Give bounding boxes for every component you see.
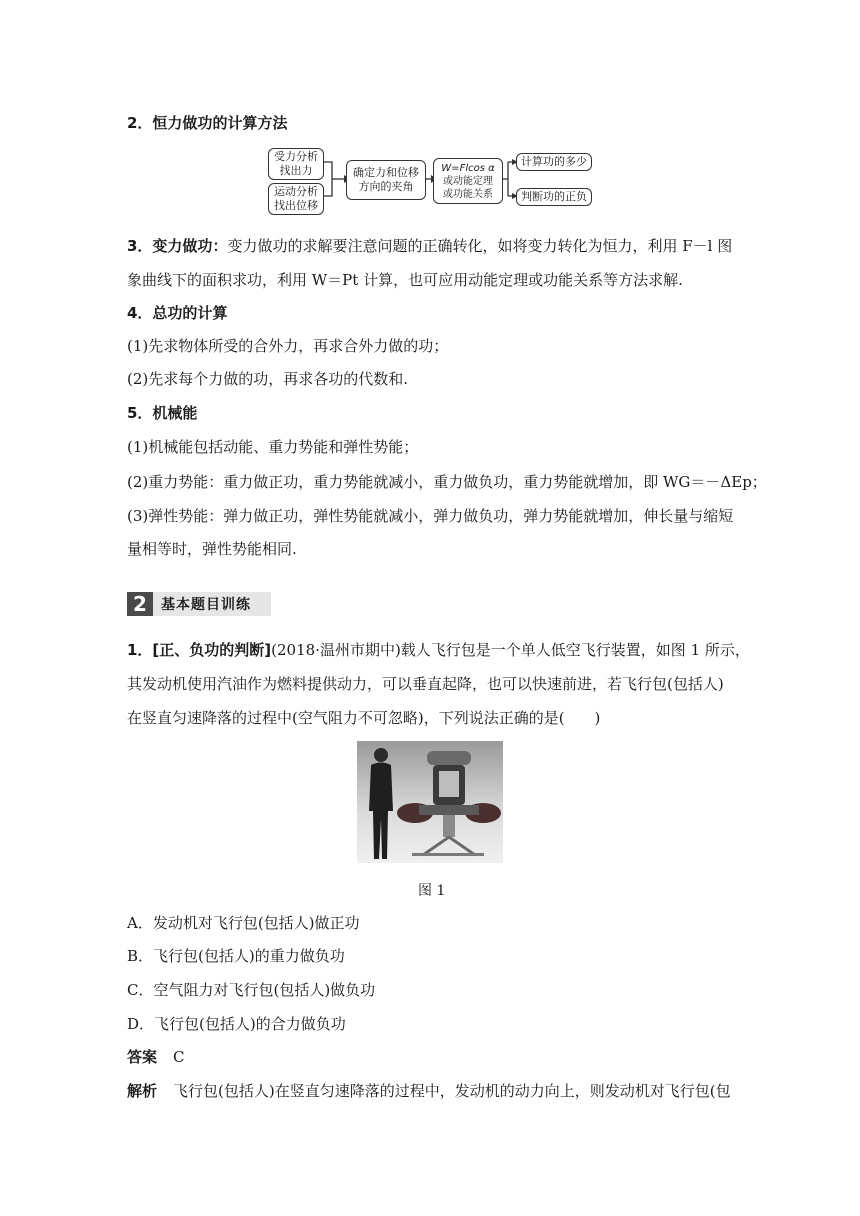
flow-box-formula: W=Flcos α 或动能定理 或功能关系 — [433, 158, 503, 204]
section-5-item-3b: 量相等时，弹性势能相同. — [127, 540, 297, 558]
question-line-2: 其发动机使用汽油作为燃料提供动力，可以垂直起降，也可以快速前进，若飞行包(包括人) — [127, 675, 724, 693]
option-b: B．飞行包(包括人)的重力做负功 — [127, 947, 345, 965]
section-3-line-1: 3．变力做功：变力做功的求解要注意问题的正确转化，如将变力转化为恒力，利用 F－l 图 — [127, 237, 733, 255]
option-a: A．发动机对飞行包(包括人)做正功 — [127, 914, 360, 932]
option-d: D．飞行包(包括人)的合力做负功 — [127, 1015, 346, 1033]
flow-box-amount: 计算功的多少 — [516, 153, 592, 171]
section-5-item-2: (2)重力势能：重力做正功，重力势能就减小，重力做负功，重力势能就增加，即 WG＝－ΔEp； — [127, 473, 767, 491]
answer-label: 答案 — [127, 1048, 158, 1066]
section-4-heading: 4．总功的计算 — [127, 304, 228, 322]
section-4-item-2: (2)先求每个力做的功，再求各功的代数和. — [127, 370, 409, 388]
analysis-text: 飞行包(包括人)在竖直匀速降落的过程中，发动机的动力向上，则发动机对飞行包(包 — [173, 1082, 731, 1100]
answer-value: C — [173, 1048, 185, 1066]
flow-box-motion-analysis: 运动分析 找出位移 — [268, 183, 324, 215]
banner-title: 基本题目训练 — [161, 597, 251, 613]
section-5-heading: 5．机械能 — [127, 404, 198, 422]
flow-box-angle: 确定力和位移 方向的夹角 — [346, 160, 426, 200]
flow-box-force-analysis: 受力分析 找出力 — [268, 148, 324, 180]
flow-box-sign: 判断功的正负 — [516, 188, 592, 206]
analysis-label: 解析 — [127, 1082, 158, 1100]
question-line-1: 1．[正、负功的判断](2018·温州市期中)载人飞行包是一个单人低空飞行装置，如图 1 所示， — [127, 641, 750, 659]
jetpack-photo — [357, 741, 503, 863]
question-line-3: 在竖直匀速降落的过程中(空气阻力不可忽略)，下列说法正确的是( ) — [127, 709, 601, 727]
banner-number: 2 — [127, 592, 153, 616]
section-4-item-1: (1)先求物体所受的合外力，再求合外力做的功； — [127, 337, 449, 355]
section-3-line-2: 象曲线下的面积求功，利用 W＝Pt 计算，也可应用动能定理或功能关系等方法求解. — [127, 271, 683, 289]
section-5-item-1: (1)机械能包括动能、重力势能和弹性势能； — [127, 438, 419, 456]
option-c: C．空气阻力对飞行包(包括人)做负功 — [127, 981, 376, 999]
answer-line — [127, 1047, 185, 1067]
section-banner — [127, 592, 271, 616]
section-5-item-3a: (3)弹性势能：弹力做正功，弹性势能就减小，弹力做负功，弹力势能就增加，伸长量与缩短 — [127, 507, 734, 525]
figure-caption: 图 1 — [418, 883, 446, 899]
section-2-heading: 2．恒力做功的计算方法 — [127, 114, 288, 132]
analysis-line — [127, 1081, 731, 1101]
